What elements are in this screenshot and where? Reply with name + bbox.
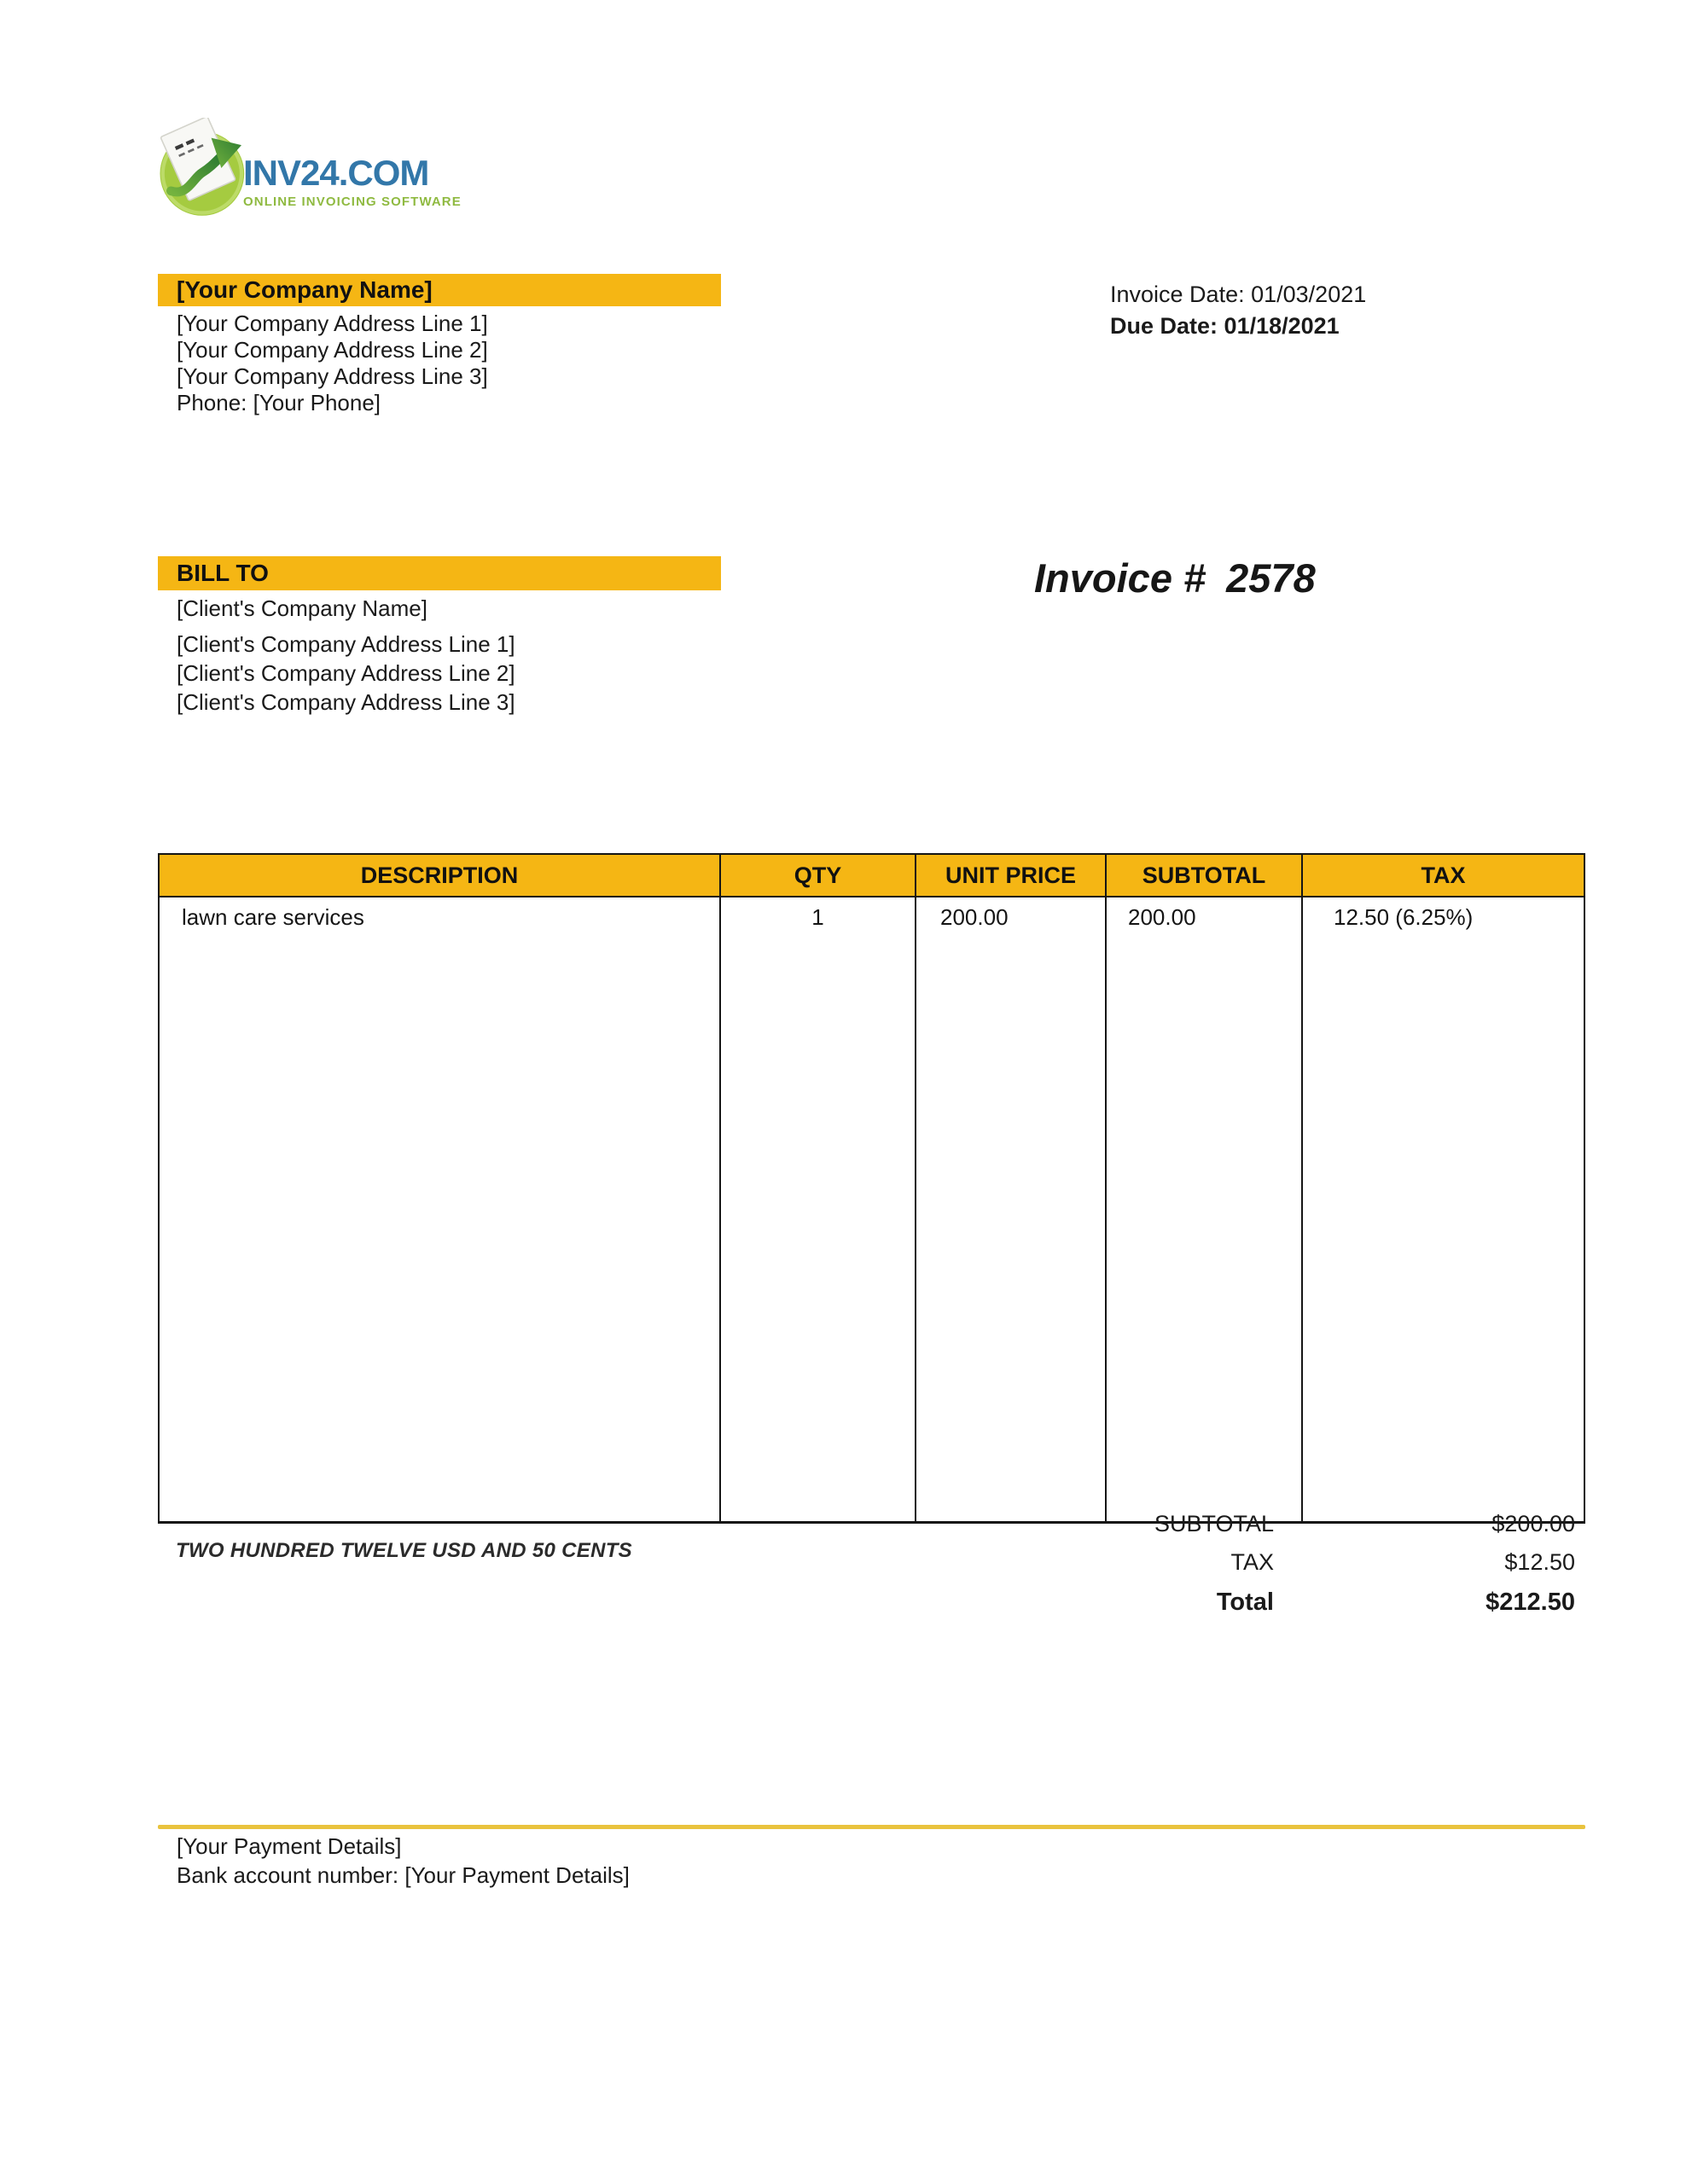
company-phone: Phone: [Your Phone] [177, 390, 381, 415]
item-tax: 12.50 (6.25%) [1302, 897, 1584, 1523]
brand-name: INV24.COM [243, 153, 429, 193]
invoice-number-value: 2578 [1226, 555, 1316, 601]
tax-value: $12.50 [1504, 1549, 1575, 1575]
invoice-arrow-logo-icon [156, 118, 252, 223]
table-row [159, 897, 1584, 1523]
due-date-value: 01/18/2021 [1224, 313, 1340, 339]
due-date-line [1110, 311, 1366, 342]
total-value: $212.50 [1485, 1588, 1575, 1616]
item-unit-price: 200.00 [916, 897, 1106, 1523]
payment-details-block [177, 1832, 630, 1890]
item-qty: 1 [720, 897, 916, 1523]
tax-label: TAX [1230, 1549, 1274, 1575]
invoice-date-label: Invoice Date: [1110, 282, 1245, 307]
subtotal-label: SUBTOTAL [1154, 1511, 1274, 1536]
totals-block [1024, 1505, 1575, 1623]
items-table-header-row [159, 854, 1584, 897]
item-subtotal: 200.00 [1106, 897, 1302, 1523]
invoice-date-value: 01/03/2021 [1251, 282, 1367, 307]
subtotal-value: $200.00 [1491, 1511, 1575, 1536]
column-header-unit-price: UNIT PRICE [916, 854, 1106, 897]
footer-divider [158, 1825, 1585, 1829]
brand-logo [156, 118, 462, 223]
items-table [158, 853, 1585, 1524]
client-address-line: [Client's Company Address Line 1] [177, 631, 515, 657]
due-date-label: Due Date: [1110, 313, 1218, 339]
subtotal-row [1024, 1505, 1575, 1543]
column-header-tax: TAX [1302, 854, 1584, 897]
invoice-number [1034, 556, 1316, 601]
column-header-qty: QTY [720, 854, 916, 897]
client-block [177, 595, 515, 717]
bank-account-line: Bank account number: [Your Payment Details] [177, 1862, 630, 1888]
company-address-line: [Your Company Address Line 1] [177, 311, 488, 336]
brand-text [243, 118, 462, 209]
tax-row [1024, 1543, 1575, 1582]
column-header-subtotal: SUBTOTAL [1106, 854, 1302, 897]
company-name-bar: [Your Company Name] [158, 274, 721, 306]
company-address-line: [Your Company Address Line 3] [177, 363, 488, 389]
item-description: lawn care services [159, 897, 720, 1523]
client-address-line: [Client's Company Address Line 3] [177, 689, 515, 715]
column-header-description: DESCRIPTION [159, 854, 720, 897]
company-address-block [177, 311, 488, 416]
client-name: [Client's Company Name] [177, 595, 427, 621]
total-row [1024, 1582, 1575, 1623]
invoice-number-label: Invoice # [1034, 555, 1206, 601]
amount-in-words: TWO HUNDRED TWELVE USD AND 50 CENTS [176, 1539, 632, 1562]
invoice-meta [1110, 279, 1366, 342]
invoice-date-line [1110, 279, 1366, 311]
client-address-line: [Client's Company Address Line 2] [177, 660, 515, 686]
total-label: Total [1216, 1588, 1274, 1616]
bill-to-bar: BILL TO [158, 556, 721, 590]
brand-tagline: ONLINE INVOICING SOFTWARE [243, 195, 462, 209]
company-address-line: [Your Company Address Line 2] [177, 337, 488, 363]
payment-details-line: [Your Payment Details] [177, 1833, 402, 1859]
